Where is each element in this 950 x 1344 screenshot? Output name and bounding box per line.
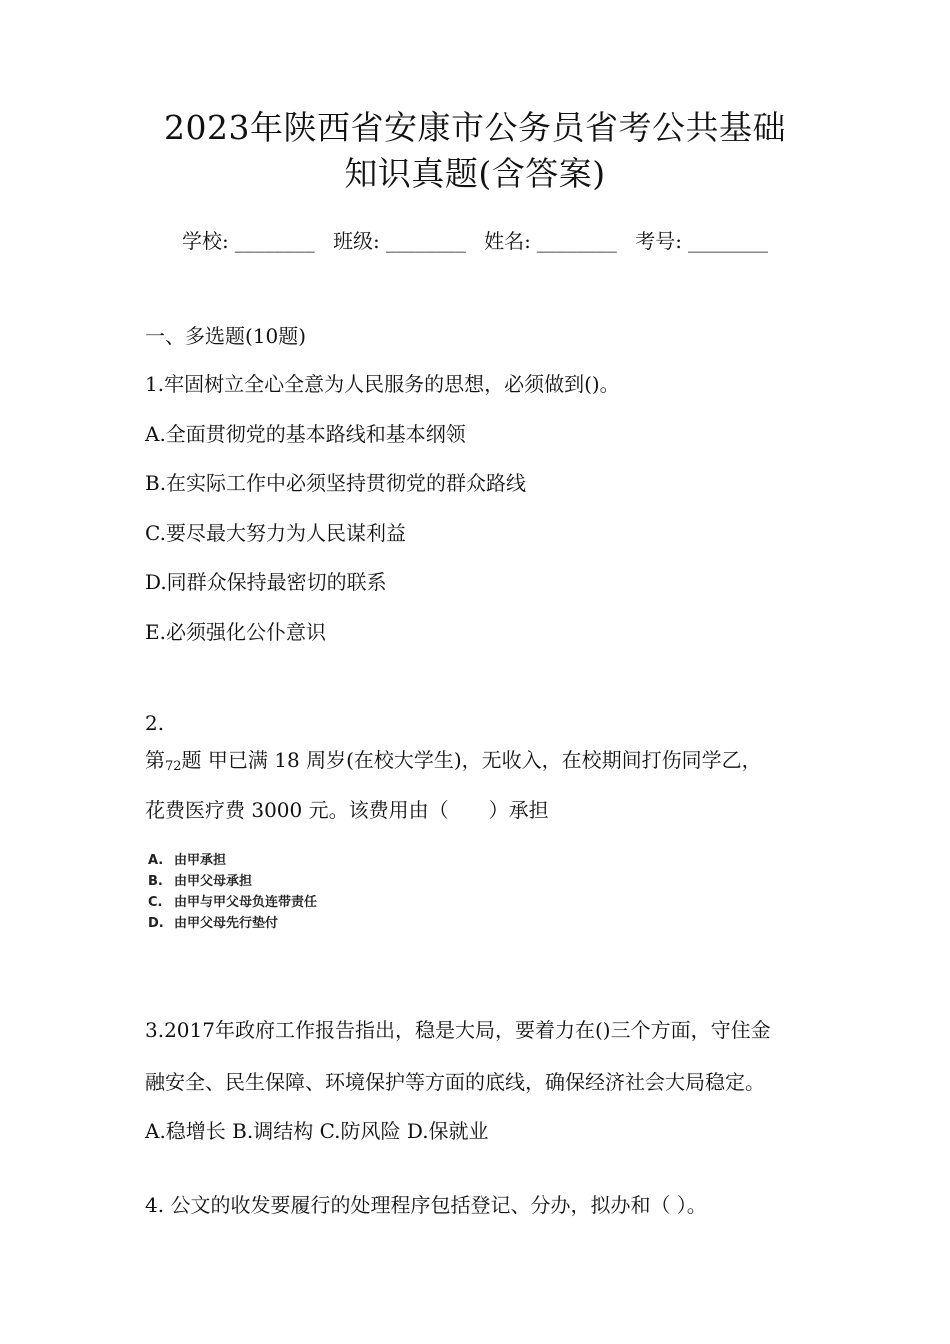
q2-prefix: 第 — [145, 748, 165, 772]
q2-option-c — [148, 892, 317, 913]
q2-subscript-number: 72 — [165, 759, 182, 774]
exam-number-label: 考号: — [635, 229, 683, 253]
q4-stem: 4. 公文的收发要履行的处理程序包括登记、分办，拟办和（ ）。 — [145, 1193, 707, 1217]
q2-option-d — [148, 913, 317, 934]
exam-number-field — [632, 229, 771, 253]
q3-stem-line1: 3.2017年政府工作报告指出，稳是大局，要着力在()三个方面，守住金 — [145, 1018, 771, 1042]
class-field — [330, 229, 469, 253]
section-heading: 一、多选题(10题) — [145, 324, 307, 348]
class-label: 班级: — [333, 229, 380, 253]
name-field — [481, 229, 620, 253]
q1-option-e: E.必须强化公仆意识 — [145, 620, 326, 644]
q2-option-b-letter: B. — [148, 874, 163, 889]
q1-option-a: A.全面贯彻党的基本路线和基本纲领 — [145, 422, 466, 446]
class-blank: ________ — [385, 229, 466, 253]
q2-scanned-options — [148, 850, 317, 934]
name-blank: ________ — [536, 229, 617, 253]
q2-option-a — [148, 850, 317, 871]
q2-number: 2. — [145, 711, 165, 735]
q1-stem: 1.牢固树立全心全意为人民服务的思想，必须做到()。 — [145, 372, 620, 396]
q2-stem-text: 题 甲已满 18 周岁(在校大学生)，无收入，在校期间打伤同学乙， — [181, 748, 762, 772]
q1-option-d: D.同群众保持最密切的联系 — [145, 570, 387, 594]
name-label: 姓名: — [484, 229, 531, 253]
page-title-line1: 2023年陕西省安康市公务员省考公共基础 — [164, 108, 786, 147]
q2-option-c-text: 由甲与甲父母负连带责任 — [174, 895, 318, 910]
q2-option-d-text: 由甲父母先行垫付 — [174, 916, 279, 931]
q2-option-d-letter: D. — [148, 916, 164, 931]
school-label: 学校: — [181, 229, 229, 253]
q1-option-c: C.要尽最大努力为人民谋利益 — [145, 521, 406, 545]
page-title-line2: 知识真题(含答案) — [344, 154, 606, 193]
q3-options: A.稳增长 B.调结构 C.防风险 D.保就业 — [145, 1119, 489, 1143]
exam-number-blank: ________ — [688, 229, 769, 253]
q3-stem-line2: 融安全、民生保障、环境保护等方面的底线，确保经济社会大局稳定。 — [145, 1070, 765, 1094]
q2-option-a-letter: A. — [148, 853, 164, 868]
student-info-row — [0, 225, 950, 254]
school-field — [179, 229, 318, 253]
q1-option-b: B.在实际工作中必须坚持贯彻党的群众路线 — [145, 471, 527, 495]
q2-option-b-text: 由甲父母承担 — [174, 874, 253, 889]
q2-stem-line1 — [145, 746, 762, 781]
q2-option-a-text: 由甲承担 — [174, 853, 227, 868]
q2-stem-line2: 花费医疗费 3000 元。该费用由（ ）承担 — [145, 798, 549, 822]
school-blank: ________ — [234, 229, 315, 253]
q2-option-b — [148, 871, 317, 892]
q2-option-c-letter: C. — [148, 895, 163, 910]
